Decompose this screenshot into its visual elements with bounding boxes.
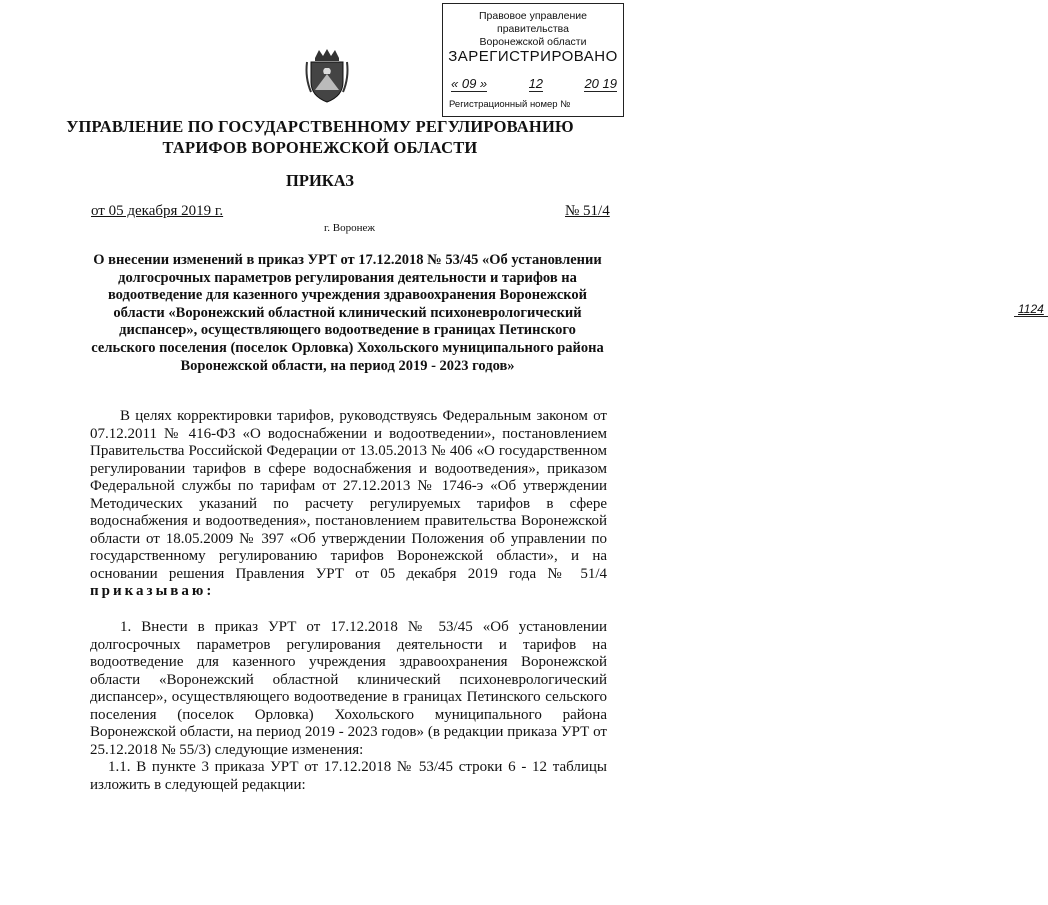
order-subject: О внесении изменений в приказ УРТ от 17.12.2018 № 53/45 «Об установлении долгосрочных параметров регулирования деятельности и тарифов на водоотведение для казенного учреждения здравоохранения Воронежской области «Воронежский областной клинический психоневрологический диспансер», осуществляющего водоотведение в границах Петинского сельского поселения (поселок Орловка) Хохольского муниципального района Воронежской области, на период 2019 - 2023 годов» <box>91 252 604 374</box>
order-number: № 51/4 <box>565 203 610 219</box>
organization-name-line2: ТАРИФОВ ВОРОНЕЖСКОЙ ОБЛАСТИ <box>162 138 478 157</box>
stamp-day: « 09 » <box>451 76 488 91</box>
item-1-1-paragraph: 1.1. В пункте 3 приказа УРТ от 17.12.2018 № 53/45 строки 6 - 12 таблицы изложить в следующей редакции: <box>90 759 607 793</box>
organization-name-line1: УПРАВЛЕНИЕ ПО ГОСУДАРСТВЕННОМУ РЕГУЛИРОВАНИЮ <box>66 117 574 136</box>
stamp-status: ЗАРЕГИСТРИРОВАНО <box>448 48 618 65</box>
preamble-text: В целях корректировки тарифов, руководствуясь Федеральным законом от 07.12.2011 № 416-ФЗ «О водоснабжении и водоотведении», постановлением Правительства Российской Федерации от 13.05.2013 № 406 «О государственном регулировании тарифов в сфере водоснабжения и водоотведения», приказом Федеральной службы по тарифам от 27.12.2013 № 1746-э «Об утверждении Методических указаний по расчету регулируемых тарифов в сфере водоснабжения и водоотведения», постановлением правительства Воронежской области от 18.05.2009 № 397 «Об утверждении Положения об управлении по государственному регулированию тарифов Воронежской области», и на основании решения Правления УРТ от 05 декабря 2019 года № 51/4 <box>90 408 607 582</box>
order-date: от 05 декабря 2019 г. <box>91 203 224 219</box>
stamp-month: 12 <box>528 76 544 91</box>
stamp-line2: Воронежской области <box>479 36 587 48</box>
stamp-year: 20 19 <box>584 76 617 91</box>
document-type: ПРИКАЗ <box>286 171 354 190</box>
coat-of-arms-icon <box>305 48 349 104</box>
order-city: г. Воронеж <box>324 222 375 234</box>
preamble-paragraph <box>90 408 607 601</box>
stamp-line1: Правовое управление правительства <box>478 10 587 35</box>
stamp-reg-number: 1124 <box>1014 302 1048 317</box>
orders-word: приказываю: <box>90 583 215 599</box>
stamp-authority <box>443 10 623 49</box>
stamp-date <box>451 76 617 92</box>
item-1-paragraph: 1. Внести в приказ УРТ от 17.12.2018 № 53/45 «Об установлении долгосрочных параметров регулирования деятельности и тарифов на водоотведение для казенного учреждения здравоохранения Воронежской области «Воронежский областной клинический психоневрологический диспансер», осуществляющего водоотведение в границах Петинского сельского поселения (поселок Орловка) Хохольского муниципального района Воронежской области, на период 2019 - 2023 годов» (в редакции приказа УРТ от 25.12.2018 № 55/3) следующие изменения: <box>90 619 607 758</box>
stamp-reg-label: Регистрационный номер № <box>449 99 571 110</box>
